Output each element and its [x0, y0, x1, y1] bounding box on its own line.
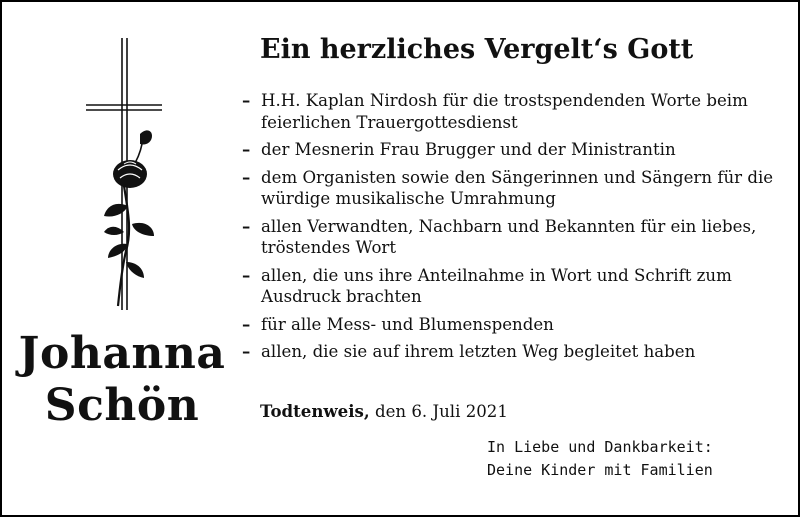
list-item — [242, 341, 782, 363]
list-item-text: allen, die uns ihre Anteilnahme in Wort und Schrift zum Ausdruck brachten — [261, 265, 732, 306]
closing-line-1: In Liebe und Dankbarkeit: — [487, 438, 713, 456]
list-item — [242, 216, 782, 259]
closing-line-2: Deine Kinder mit Familien — [487, 461, 713, 479]
list-item-text: allen, die sie auf ihrem letzten Weg begleitet haben — [261, 342, 696, 361]
memorial-column — [2, 2, 242, 515]
list-marker: – — [242, 341, 251, 361]
list-marker: – — [242, 313, 251, 334]
cross-rose-graphic — [62, 36, 192, 316]
deceased-last-name: Schön — [44, 380, 200, 431]
list-item — [242, 314, 782, 336]
rose-icon — [104, 130, 154, 306]
list-marker: – — [242, 215, 251, 236]
list-item-text: H.H. Kaplan Nirdosh für die trostspendenden Worte beim feierlichen Trauergottesdienst — [261, 91, 748, 132]
list-item — [242, 139, 782, 161]
list-item-text: für alle Mess- und Blumenspenden — [261, 314, 554, 334]
list-item-text: der Mesnerin Frau Brugger und der Ministrantin — [261, 140, 676, 159]
thanks-list — [242, 90, 782, 369]
list-marker: – — [242, 90, 251, 110]
place-date-line — [260, 400, 508, 423]
list-marker: – — [242, 166, 251, 187]
list-item — [242, 265, 782, 308]
list-item-text: dem Organisten sowie den Sängerinnen und Sängern für die würdige musikalische Umrahmung — [261, 167, 774, 208]
list-item — [242, 90, 782, 133]
list-item — [242, 167, 782, 210]
closing-signature — [487, 436, 713, 482]
list-marker: – — [242, 264, 251, 285]
deceased-first-name: Johanna — [18, 328, 226, 379]
date-text: den 6. Juli 2021 — [374, 402, 508, 421]
list-item-text: allen Verwandten, Nachbarn und Bekannten für ein liebes, tröstendes Wort — [261, 216, 757, 257]
place-name: Todtenweis, — [260, 401, 370, 421]
page-title: Ein herzliches Vergelt‘s Gott — [260, 34, 694, 65]
list-marker: – — [242, 139, 251, 159]
